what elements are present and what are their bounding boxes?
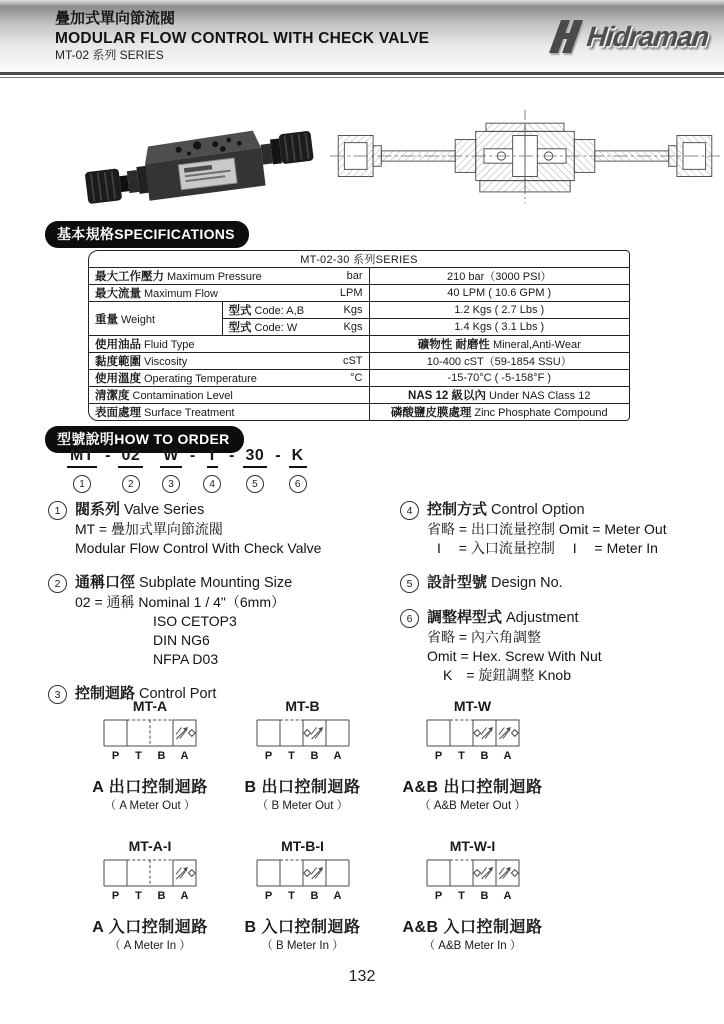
svg-text:P: P (111, 750, 120, 762)
svg-text:T: T (287, 890, 295, 902)
note-valve-series: 1 閥系列 Valve Series MT = 疊加式單向節流閥 Modular Flow Control With Check Valve (48, 500, 400, 558)
svg-text:A: A (180, 890, 189, 902)
note-control-option: 4 控制方式 Control Option 省略 = 出口流量控制 Omit = Meter Out I = 入口流量控制 I = Meter In (400, 500, 716, 558)
spec-table-wrapper (88, 250, 630, 421)
order-notes (48, 500, 716, 719)
hydraulic-symbol (423, 856, 523, 912)
circled-number: 6 (400, 609, 419, 628)
code-part: MT 1 (67, 447, 97, 493)
series-label: MT-02 系列 SERIES (55, 48, 164, 63)
model-code (62, 447, 312, 493)
code-part: 02 2 (118, 447, 143, 493)
note-mounting-size: 2 通稱口徑 Subplate Mounting Size 02 = 通稱 Nominal 1 / 4"（6mm） ISO CETOP3 DIN NG6 NFPA D03 (48, 573, 400, 669)
svg-text:A: A (503, 890, 511, 902)
diagram-mt-b: MT-B P T B A B 出口控制迴路 （ B Meter Out ） (244, 698, 361, 812)
spec-table (89, 251, 629, 420)
svg-text:A: A (333, 890, 341, 902)
how-to-order-section-title: 型號說明HOW TO ORDER (45, 426, 244, 453)
page-title-en: MODULAR FLOW CONTROL WITH CHECK VALVE (55, 29, 430, 47)
svg-text:A: A (180, 750, 189, 762)
note-adjustment: 6 調整桿型式 Adjustment 省略 = 內六角調整 Omit = Hex. Screw With Nut K = 旋鈕調整 Knob (400, 608, 716, 685)
logo-text: Hidraman (585, 21, 710, 52)
svg-text:P: P (264, 890, 272, 902)
circled-number: 2 (48, 574, 67, 593)
circled-number: 5 (246, 475, 264, 493)
circled-number: 4 (203, 475, 221, 493)
spec-value: 40 LPM ( 10.6 GPM ) (369, 285, 629, 302)
spec-value: NAS 12 級以內 Under NAS Class 12 (369, 387, 629, 404)
hydraulic-symbol (100, 856, 200, 912)
svg-text:P: P (264, 750, 272, 762)
svg-text:A: A (503, 750, 511, 762)
svg-text:T: T (287, 750, 295, 762)
circled-number: 1 (48, 501, 67, 520)
spec-value: 10-400 cST（59-1854 SSU） (369, 353, 629, 370)
spec-value: 210 bar（3000 PSI） (369, 268, 629, 285)
svg-text:B: B (157, 890, 166, 902)
table-row: 使用油品 Fluid Type 礦物性 耐磨性 Mineral,Anti-Wear (89, 336, 629, 353)
spec-value: 1.2 Kgs ( 2.7 Lbs ) (369, 302, 629, 319)
notes-right-column (400, 500, 716, 719)
diagram-mt-w: MT-W P T B A A&B 出口控制迴路 （ A&B Meter Out ） (402, 698, 543, 812)
header-divider (0, 72, 724, 75)
svg-text:T: T (135, 750, 142, 762)
note-control-port: 3 控制迴路 Control Port (48, 684, 400, 704)
circled-number: 4 (400, 501, 419, 520)
product-photo (78, 100, 326, 218)
table-row: 重量 Weight 型式 Code: A,B Kgs 1.2 Kgs ( 2.7 Lbs ) (89, 302, 629, 319)
svg-text:P: P (434, 890, 442, 902)
hydraulic-symbol (253, 856, 353, 912)
table-row: 使用溫度 Operating Temperature °C -15-70°C ( -5-158°F ) (89, 370, 629, 387)
circled-number: 2 (122, 475, 140, 493)
page-number: 132 (348, 968, 376, 985)
svg-text:T: T (457, 890, 465, 902)
table-row: 表面處理 Surface Treatment 磷酸鹽皮膜處理 Zinc Phosphate Compound (89, 404, 629, 421)
header-divider-thin (0, 77, 724, 78)
circled-number: 1 (73, 475, 91, 493)
circled-number: 5 (400, 574, 419, 593)
diagram-mt-w-i: MT-W-I P T B A A&B 入口控制迴路 （ A&B Meter In ） (402, 838, 543, 952)
diagram-mt-a-i: MT-A-I P T B A A 入口控制迴路 （ A Meter In ） (92, 838, 208, 952)
code-part: I 4 (203, 447, 221, 493)
page-title-zh: 疊加式單向節流閥 (55, 10, 176, 27)
specifications-section-title: 基本規格SPECIFICATIONS (45, 221, 249, 248)
svg-text:B: B (480, 750, 488, 762)
spec-value: -15-70°C ( -5-158°F ) (369, 370, 629, 387)
hydraulic-symbol (253, 716, 353, 772)
table-row: 清潔度 Contamination Level NAS 12 級以內 Under NAS Class 12 (89, 387, 629, 404)
code-part: K 6 (289, 447, 307, 493)
circled-number: 6 (289, 475, 307, 493)
diagram-mt-b-i: MT-B-I P T B A B 入口控制迴路 （ B Meter In ） (244, 838, 361, 952)
spec-value: 磷酸鹽皮膜處理 Zinc Phosphate Compound (369, 404, 629, 421)
svg-text:B: B (480, 890, 488, 902)
hydraulic-symbol (423, 716, 523, 772)
svg-text:B: B (310, 890, 318, 902)
svg-text:A: A (333, 750, 341, 762)
table-row: 最大工作壓力 Maximum Pressure bar 210 bar（3000 PSI） (89, 268, 629, 285)
svg-text:T: T (457, 750, 465, 762)
svg-text:B: B (310, 750, 318, 762)
notes-left-column (48, 500, 400, 719)
spec-value: 1.4 Kgs ( 3.1 Lbs ) (369, 319, 629, 336)
code-part: 30 5 (243, 447, 268, 493)
code-dash: - (105, 447, 111, 464)
code-dash: - (229, 447, 235, 464)
code-dash: - (189, 447, 196, 464)
code-part: W 3 (160, 447, 182, 493)
circled-number: 3 (48, 685, 67, 704)
table-row: 黏度範圍 Viscosity cST 10-400 cST（59-1854 SSU） (89, 353, 629, 370)
diagram-mt-a: MT-A P T B A A 出口控制迴路 （ A Meter Out ） (92, 698, 208, 812)
svg-text:T: T (135, 890, 142, 902)
spec-value: 礦物性 耐磨性 Mineral,Anti-Wear (369, 336, 629, 353)
header-titles (55, 10, 429, 63)
cross-section-drawing (330, 104, 720, 208)
spec-table-title: MT-02-30 系列SERIES (89, 251, 629, 268)
circled-number: 3 (162, 475, 180, 493)
table-row: 型式 Code: W Kgs 1.4 Kgs ( 3.1 Lbs ) (89, 319, 629, 336)
note-design-no: 5 設計型號 Design No. (400, 573, 716, 593)
brand-logo (551, 18, 708, 56)
svg-text:B: B (157, 750, 166, 762)
table-row: 最大流量 Maximum Flow LPM 40 LPM ( 10.6 GPM ) (89, 285, 629, 302)
hydraulic-symbol (100, 716, 200, 772)
code-dash: - (275, 447, 281, 464)
logo-h-icon (551, 18, 585, 56)
svg-text:P: P (434, 750, 442, 762)
svg-text:P: P (111, 890, 120, 902)
